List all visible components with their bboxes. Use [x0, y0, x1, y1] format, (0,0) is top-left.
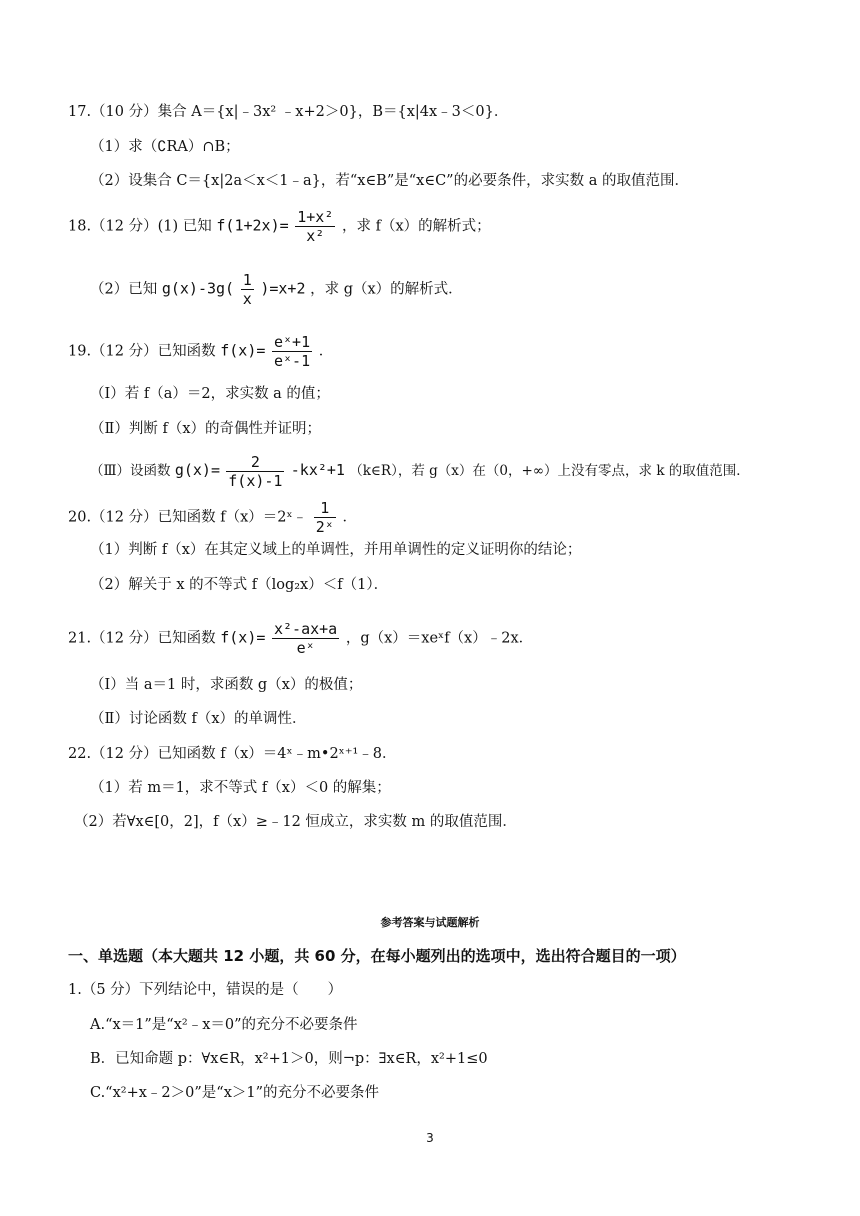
- problem-18-part-2-suffix: ，求 g（x）的解析式．: [310, 281, 463, 298]
- problem-19-f-fraction: [272, 333, 312, 370]
- problem-19-g-fraction: [226, 453, 284, 490]
- problem-18-g-denominator: x: [242, 290, 252, 308]
- page-number: 3: [426, 1131, 434, 1145]
- problem-20-fraction: [314, 499, 336, 536]
- answer-section-title: 参考答案与试题解析: [380, 916, 480, 929]
- problem-18-part-2: [90, 271, 463, 308]
- problem-22-part-2: （2）若∀x∈[0，2]，f（x）≥﹣12 恒成立，求实数 m 的取值范围．: [74, 814, 517, 830]
- problem-19-part-3: [90, 453, 750, 490]
- problem-21-f-denominator: eˣ: [296, 639, 315, 657]
- problem-22-part-1: （1）若 m＝1，求不等式 f（x）＜0 的解集；: [90, 780, 391, 796]
- problem-20-head: [68, 499, 357, 536]
- question-1-option-c: C.“x²+x﹣2＞0”是“x＞1”的充分不必要条件: [90, 1085, 380, 1101]
- problem-19-head: [68, 333, 333, 370]
- problem-20-part-2: （2）解关于 x 的不等式 f（log₂x）＜f（1）．: [90, 577, 389, 593]
- problem-19-part-2: （Ⅱ）判断 f（x）的奇偶性并证明；: [90, 421, 322, 437]
- problem-22-head: 22.（12 分）已知函数 f（x）＝4ˣ﹣m•2ˣ⁺¹﹣8．: [68, 746, 397, 762]
- problem-19-f-lhs: f(x)=: [220, 341, 266, 360]
- problem-19-g-numerator: 2: [226, 453, 284, 472]
- problem-20-part-1: （1）判断 f（x）在其定义域上的单调性，并用单调性的定义证明你的结论；: [90, 542, 582, 558]
- problem-19-part-3-prefix: （Ⅲ）设函数: [90, 463, 171, 479]
- problem-18-f-denominator: x²: [306, 227, 325, 245]
- problem-19-prefix: 19.（12 分）已知函数: [68, 343, 216, 360]
- problem-18-prefix: 18.（12 分）(1) 已知: [68, 218, 212, 235]
- problem-21-part-2: （Ⅱ）讨论函数 f（x）的单调性．: [90, 711, 307, 727]
- problem-18-g-fraction: [241, 271, 254, 308]
- problem-17-part-1: （1）求（∁RA）∩B；: [90, 139, 240, 155]
- question-1-option-b: B．已知命题 p：∀x∈R，x²+1＞0，则¬p：∃x∈R，x²+1≤0: [90, 1051, 488, 1067]
- problem-19-g-rhs: -kx²+1: [290, 461, 345, 479]
- problem-19-part-1: （Ⅰ）若 f（a）＝2，求实数 a 的值；: [90, 386, 330, 402]
- problem-21-f-fraction: [272, 620, 339, 657]
- problem-19-f-numerator: eˣ+1: [274, 333, 311, 351]
- problem-18-f-numerator: 1+x²: [297, 208, 334, 226]
- problem-18-g-rhs: )=x+2: [260, 279, 306, 298]
- problem-18-part-2-prefix: （2）已知: [90, 281, 158, 298]
- problem-20-numerator: 1: [314, 499, 336, 518]
- problem-21-f-lhs: f(x)=: [220, 628, 266, 647]
- problem-18-g-lhs: g(x)-3g(: [161, 279, 235, 298]
- problem-21-prefix: 21.（12 分）已知函数: [68, 630, 216, 647]
- problem-19-f-denominator: eˣ-1: [274, 352, 311, 370]
- problem-18-f-lhs: f(1+2x)=: [216, 216, 289, 235]
- section-heading: 一、单选题（本大题共 12 小题，共 60 分，在每小题列出的选项中，选出符合题目的一项）: [68, 947, 686, 965]
- problem-19-g-lhs: g(x)=: [174, 461, 220, 479]
- problem-20-denominator: 2ˣ: [315, 518, 334, 536]
- problem-18-suffix: ，求 f（x）的解析式；: [341, 218, 491, 235]
- problem-20-suffix: ．: [342, 509, 357, 526]
- problem-21-suffix: ，g（x）＝xeˣf（x）﹣2x．: [345, 630, 534, 647]
- problem-21-f-numerator: x²-ax+a: [274, 620, 338, 638]
- question-1-stem: 1.（5 分）下列结论中，错误的是（ ）: [68, 982, 343, 998]
- problem-19-part-3-suffix: （k∈R），若 g（x）在（0，+∞）上没有零点，求 k 的取值范围．: [349, 463, 750, 479]
- problem-21-head: [68, 620, 533, 657]
- problem-18-head: [68, 208, 491, 245]
- question-1-option-a: A.“x＝1”是“x²﹣x＝0”的充分不必要条件: [90, 1017, 358, 1033]
- problem-17-head: 17.（10 分）集合 A＝{x|﹣3x² ﹣x+2＞0}，B＝{x|4x﹣3＜0}．: [68, 104, 509, 120]
- problem-21-part-1: （Ⅰ）当 a＝1 时，求函数 g（x）的极值；: [90, 677, 363, 693]
- problem-20-prefix: 20.（12 分）已知函数 f（x）＝2ˣ﹣: [68, 509, 308, 526]
- problem-18-f-fraction: [295, 208, 335, 245]
- problem-17-part-2: （2）设集合 C＝{x|2a＜x＜1﹣a}，若“x∈B”是“x∈C”的必要条件，求实数 a 的取值范围．: [90, 173, 689, 189]
- problem-18-g-numerator: 1: [242, 271, 252, 289]
- problem-19-g-denominator: f(x)-1: [228, 472, 283, 490]
- problem-19-suffix: ．: [318, 343, 334, 360]
